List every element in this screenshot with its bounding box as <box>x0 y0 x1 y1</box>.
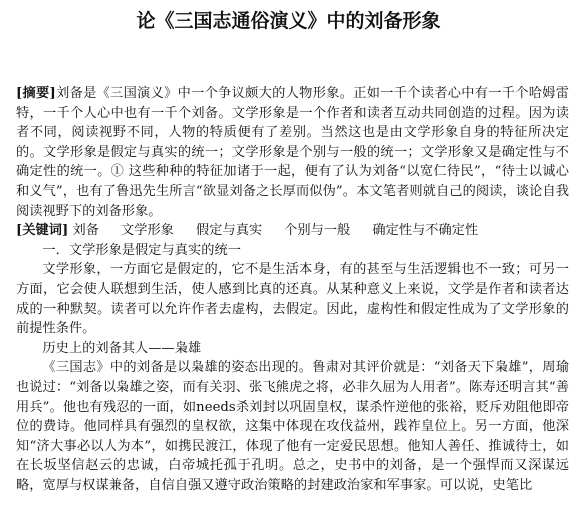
section-heading: 历史上的刘备其人——枭雄 <box>42 340 202 356</box>
keyword-item: 假定与真实 <box>195 223 263 239</box>
keyword-item: 文学形象 <box>121 223 174 239</box>
abstract-text: 刘备是《三国演义》中一个争议颇大的人物形象。正如一千个读者心中有一千个哈姆雷特，一千个人心中也有一千个刘备。文学形象是一个作者和读者互动共同创造的过程。因为读者不同，阅读视野不同，人物的特质便有了差别。当然这也是由文学形象自身的特征所决定的。文学形象是假定与真实的统一；文学形象是个别与一般的统一；文学形象又是确定性与不确定性的统一。① 这些种种的特征加诸于一起，便有了认为刘备“以宽仁待民”，“待士以诚心和义气”，也有了鲁迅先生所言“欲显刘备之长厚而似伪”。本文笔者则就自己的阅读，谈论自我阅读视野下的刘备形象。 <box>16 86 569 219</box>
section-paragraph: 《三国志》中的刘备是以枭雄的姿态出现的。鲁肃对其评价就是：“刘备天下枭雄”，周瑜也说过：“刘备以枭雄之姿，而有关羽、张飞熊虎之将，必非久屈为人用者”。陈寿还明言其“善用兵”。他也有残忍的一面，如needs杀刘封以巩固皇权，谋杀忤逆他的张裕，贬斥劝阻他即帝位的费诗。他同样具有强烈的皇权欲，这集中体现在攻伐益州，践祚皇位上。另一方面，他深知“济大事必以人为本”，如携民渡江，体现了他有一定爱民思想。他知人善任、推诚待士，如在长坂坚信赵云的忠诚，白帝城托孤于孔明。总之，史书中的刘备，是一个强悍而又深谋远略，宽厚与权谋兼备，自信自强又遵守政治策略的封建政治家和军事家。可以说，史笔比 <box>16 360 569 493</box>
keywords-line <box>16 221 569 241</box>
abstract-label: [摘要] <box>16 86 56 101</box>
keyword-item: 确定性与不确定性 <box>372 223 479 239</box>
keyword-item: 个别与一般 <box>284 223 351 239</box>
keywords-label: [关键词] <box>16 223 69 239</box>
keyword-item: 刘备 <box>72 223 100 239</box>
document-body <box>16 84 569 495</box>
abstract-paragraph <box>16 84 569 221</box>
document-title: 论《三国志通俗演义》中的刘备形象 <box>136 10 441 32</box>
section-heading: 一．文学形象是假定与真实的统一 <box>42 242 241 258</box>
section-paragraph: 文学形象，一方面它是假定的，它不是生活本身，有的甚至与生活逻辑也不一致；可另一方面，它会使人联想到生活，使人感到比真的还真。从某种意义上来说，文学是作者和读者达成的一种默契。读者可以允许作者去虚构，去假定。因此，虚构性和假定性成为了文学形象的前提性条件。 <box>16 262 569 337</box>
